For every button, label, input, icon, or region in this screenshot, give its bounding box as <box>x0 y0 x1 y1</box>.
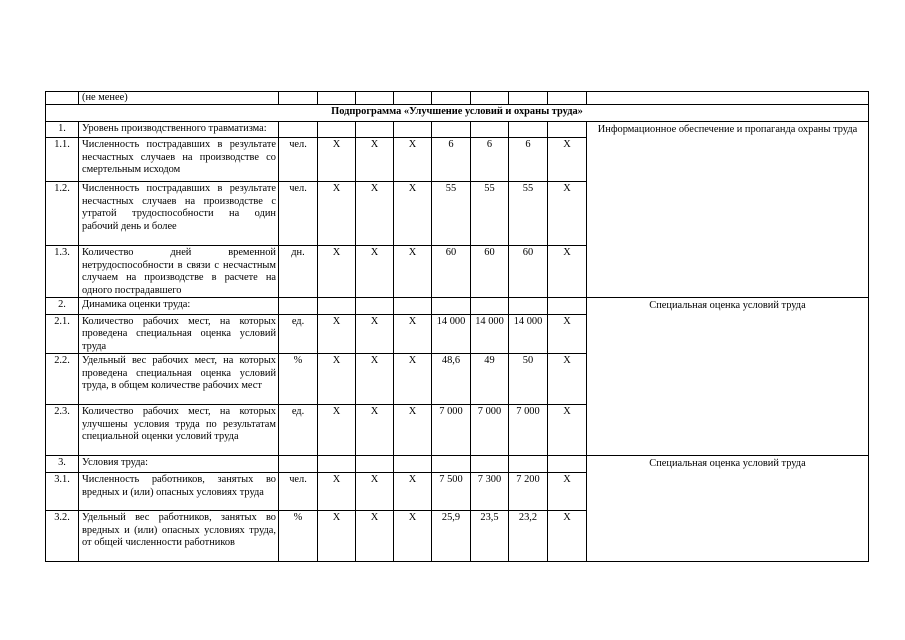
indicator-name: Количество рабочих мест, на которых проведена специальная оценка условий труда <box>79 315 279 354</box>
value-cell: Х <box>318 473 356 511</box>
empty-cell <box>509 122 548 138</box>
value-cell: Х <box>394 246 432 298</box>
empty-cell <box>509 298 548 315</box>
unit-cell: чел. <box>279 473 318 511</box>
empty-cell <box>548 122 587 138</box>
value-cell: 60 <box>432 246 471 298</box>
cell-indicator-continued: (не менее) <box>79 92 279 105</box>
empty-cell <box>548 456 587 473</box>
value-cell: 23,5 <box>471 511 509 562</box>
row-number: 3.1. <box>46 473 79 511</box>
value-cell: Х <box>318 182 356 246</box>
empty-cell <box>394 298 432 315</box>
section-header-row <box>46 105 869 122</box>
value-cell: Х <box>356 473 394 511</box>
indicator-name: Численность пострадавших в результате несчастных случаев на производстве с утратой трудоспособности на один рабочий день и более <box>79 182 279 246</box>
value-cell: Х <box>548 511 587 562</box>
empty-cell <box>356 298 394 315</box>
value-cell: 14 000 <box>432 315 471 354</box>
group-row <box>46 456 869 473</box>
indicator-name: Удельный вес рабочих мест, на которых проведена специальная оценка условий труда, в общем количестве рабочих мест <box>79 354 279 405</box>
row-number: 1.3. <box>46 246 79 298</box>
empty-cell <box>318 456 356 473</box>
group-title: Уровень производственного травматизма: <box>79 122 279 138</box>
empty-cell <box>394 122 432 138</box>
empty-cell <box>318 298 356 315</box>
empty-cell <box>432 456 471 473</box>
group-note: Информационное обеспечение и пропаганда охраны труда <box>587 122 869 298</box>
value-cell: Х <box>548 315 587 354</box>
row-number: 2.2. <box>46 354 79 405</box>
group-title: Условия труда: <box>79 456 279 473</box>
group-title: Динамика оценки труда: <box>79 298 279 315</box>
value-cell: Х <box>318 138 356 182</box>
value-cell: 7 200 <box>509 473 548 511</box>
unit-cell: чел. <box>279 182 318 246</box>
table-body <box>46 92 869 562</box>
indicator-name: Численность работников, занятых во вредных и (или) опасных условиях труда <box>79 473 279 511</box>
value-cell: 7 300 <box>471 473 509 511</box>
value-cell: Х <box>356 138 394 182</box>
value-cell: 6 <box>509 138 548 182</box>
value-cell: Х <box>356 405 394 456</box>
value-cell: 55 <box>471 182 509 246</box>
empty-cell <box>356 456 394 473</box>
value-cell: Х <box>394 473 432 511</box>
value-cell: Х <box>394 511 432 562</box>
group-row <box>46 122 869 138</box>
value-cell: 60 <box>509 246 548 298</box>
empty-cell <box>356 122 394 138</box>
indicator-name: Численность пострадавших в результате несчастных случаев на производстве со смертельным исходом <box>79 138 279 182</box>
empty-cell <box>279 122 318 138</box>
indicator-name: Количество дней временной нетрудоспособности в связи с несчастным случаем на производстве в расчете на одного пострадавшего <box>79 246 279 298</box>
value-cell: Х <box>548 354 587 405</box>
value-cell: 7 000 <box>432 405 471 456</box>
value-cell: 49 <box>471 354 509 405</box>
value-cell: 6 <box>471 138 509 182</box>
value-cell: Х <box>318 315 356 354</box>
indicator-name: Удельный вес работников, занятых во вредных и (или) опасных условиях труда, от общей численности работников <box>79 511 279 562</box>
empty-cell <box>471 122 509 138</box>
section-title: Подпрограмма «Улучшение условий и охраны труда» <box>46 105 869 122</box>
table-row-continued <box>46 92 869 105</box>
value-cell: Х <box>356 246 394 298</box>
group-row <box>46 298 869 315</box>
value-cell: Х <box>394 315 432 354</box>
group-number: 1. <box>46 122 79 138</box>
indicator-name: Количество рабочих мест, на которых улучшены условия труда по результатам специальной оценки условий труда <box>79 405 279 456</box>
value-cell: Х <box>318 246 356 298</box>
empty-cell <box>394 456 432 473</box>
value-cell: Х <box>356 315 394 354</box>
value-cell: Х <box>356 182 394 246</box>
unit-cell: дн. <box>279 246 318 298</box>
empty-cell <box>432 122 471 138</box>
unit-cell: ед. <box>279 405 318 456</box>
value-cell: 7 000 <box>471 405 509 456</box>
group-note: Специальная оценка условий труда <box>587 298 869 456</box>
value-cell: Х <box>394 405 432 456</box>
value-cell: Х <box>394 138 432 182</box>
value-cell: Х <box>356 511 394 562</box>
row-number: 3.2. <box>46 511 79 562</box>
group-note: Специальная оценка условий труда <box>587 456 869 562</box>
unit-cell: ед. <box>279 315 318 354</box>
value-cell: 50 <box>509 354 548 405</box>
unit-cell: % <box>279 354 318 405</box>
value-cell: 60 <box>471 246 509 298</box>
value-cell: Х <box>548 182 587 246</box>
value-cell: 7 000 <box>509 405 548 456</box>
empty-cell <box>471 298 509 315</box>
value-cell: Х <box>548 473 587 511</box>
value-cell: Х <box>394 182 432 246</box>
row-number: 2.3. <box>46 405 79 456</box>
empty-cell <box>509 456 548 473</box>
value-cell: 55 <box>509 182 548 246</box>
value-cell: Х <box>318 511 356 562</box>
value-cell: 14 000 <box>471 315 509 354</box>
unit-cell: чел. <box>279 138 318 182</box>
value-cell: 55 <box>432 182 471 246</box>
empty-cell <box>279 456 318 473</box>
value-cell: 23,2 <box>509 511 548 562</box>
empty-cell <box>471 456 509 473</box>
value-cell: Х <box>356 354 394 405</box>
cell-note <box>587 92 869 105</box>
row-number: 2.1. <box>46 315 79 354</box>
value-cell: Х <box>548 138 587 182</box>
empty-cell <box>279 298 318 315</box>
value-cell: 48,6 <box>432 354 471 405</box>
value-cell: Х <box>318 354 356 405</box>
value-cell: 7 500 <box>432 473 471 511</box>
value-cell: Х <box>318 405 356 456</box>
value-cell: 25,9 <box>432 511 471 562</box>
row-number: 1.1. <box>46 138 79 182</box>
unit-cell: % <box>279 511 318 562</box>
value-cell: Х <box>394 354 432 405</box>
value-cell: 6 <box>432 138 471 182</box>
empty-cell <box>548 298 587 315</box>
group-number: 3. <box>46 456 79 473</box>
cell-num <box>46 92 79 105</box>
row-number: 1.2. <box>46 182 79 246</box>
value-cell: 14 000 <box>509 315 548 354</box>
group-number: 2. <box>46 298 79 315</box>
value-cell: Х <box>548 405 587 456</box>
value-cell: Х <box>548 246 587 298</box>
empty-cell <box>318 122 356 138</box>
empty-cell <box>432 298 471 315</box>
indicators-table <box>45 91 869 562</box>
